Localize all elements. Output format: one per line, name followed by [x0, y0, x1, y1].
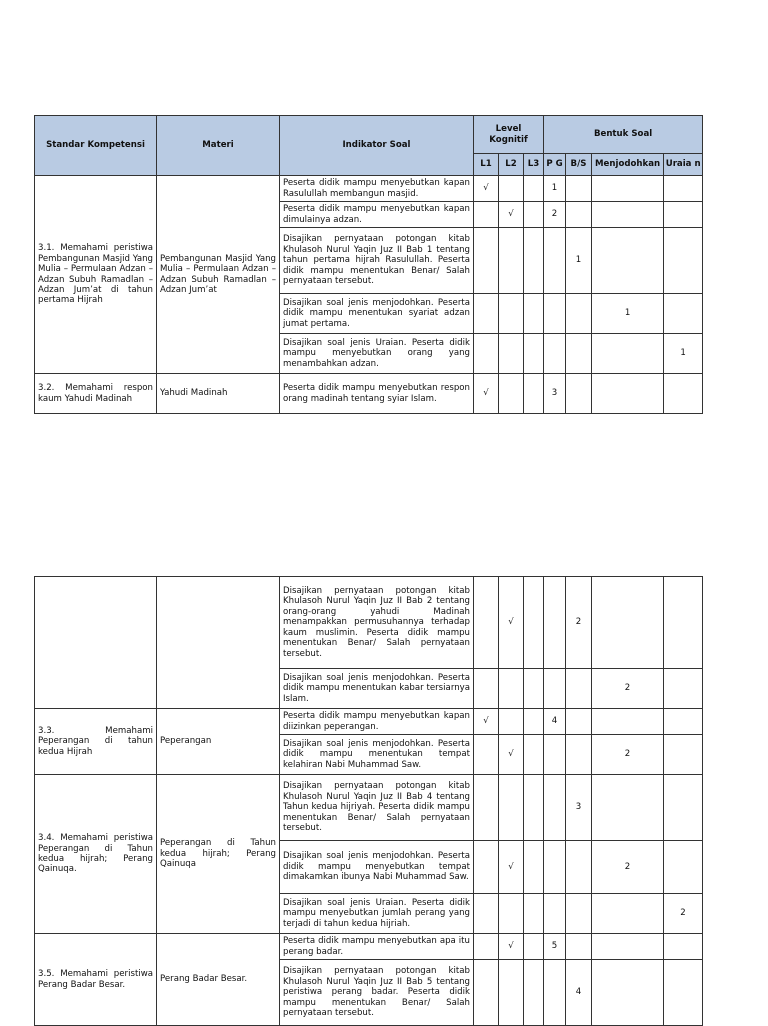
l2-cell: √: [499, 934, 524, 960]
header-bentuk-soal: Bentuk Soal: [544, 116, 703, 154]
header-l3: L3: [524, 154, 544, 176]
pg-cell: 1: [544, 176, 566, 202]
pg-cell: [544, 841, 566, 894]
pg-cell: [544, 294, 566, 334]
menjodohkan-cell: 2: [592, 735, 664, 775]
menjodohkan-cell: [592, 374, 664, 414]
menjodohkan-cell: [592, 775, 664, 841]
materi-cell: [157, 577, 280, 709]
table-row: [35, 577, 703, 669]
l1-cell: [474, 228, 499, 294]
bs-cell: 4: [566, 960, 592, 1026]
l2-cell: [499, 709, 524, 735]
menjodohkan-cell: 2: [592, 841, 664, 894]
uraian-cell: [664, 735, 703, 775]
materi-cell: Yahudi Madinah: [157, 374, 280, 414]
bs-cell: [566, 709, 592, 735]
l2-cell: [499, 334, 524, 374]
bs-cell: [566, 374, 592, 414]
standar-kompetensi-cell: 3.5. Memahami peristiwa Perang Badar Besar.: [35, 934, 157, 1026]
indikator-cell: Peserta didik mampu menyebutkan apa itu perang badar.: [280, 934, 474, 960]
indikator-cell: Peserta didik mampu menyebutkan kapan dimulainya adzan.: [280, 202, 474, 228]
table-row: [35, 775, 703, 841]
uraian-cell: [664, 775, 703, 841]
indikator-cell: Disajikan soal jenis menjodohkan. Peserta didik mampu menentukan kabar tersiarnya Islam.: [280, 669, 474, 709]
header-uraian: Uraia n: [664, 154, 703, 176]
l1-cell: √: [474, 374, 499, 414]
header-level-kognitif: Level Kognitif: [474, 116, 544, 154]
l1-cell: [474, 841, 499, 894]
uraian-cell: 2: [664, 894, 703, 934]
l2-cell: [499, 960, 524, 1026]
pg-cell: 3: [544, 374, 566, 414]
uraian-cell: [664, 202, 703, 228]
menjodohkan-cell: [592, 228, 664, 294]
header-pg: P G: [544, 154, 566, 176]
menjodohkan-cell: [592, 960, 664, 1026]
l3-cell: [524, 202, 544, 228]
l3-cell: [524, 960, 544, 1026]
indikator-cell: Peserta didik mampu menyebutkan kapan Rasulullah membangun masjid.: [280, 176, 474, 202]
indikator-cell: Disajikan soal jenis Uraian. Peserta didik mampu menyebutkan jumlah perang yang terjadi di tahun kedua hijriah.: [280, 894, 474, 934]
l3-cell: [524, 669, 544, 709]
l1-cell: [474, 894, 499, 934]
l1-cell: [474, 577, 499, 669]
bs-cell: [566, 669, 592, 709]
l1-cell: [474, 669, 499, 709]
l1-cell: √: [474, 709, 499, 735]
indikator-cell: Disajikan pernyataan potongan kitab Khulasoh Nurul Yaqin Juz II Bab 1 tentang tahun pertama hijrah Rasulullah. Peserta didik mampu menentukan Benar/ Salah pernyataan tersebut.: [280, 228, 474, 294]
header-menjodohkan: Menjodohkan: [592, 154, 664, 176]
l1-cell: [474, 960, 499, 1026]
header-bs: B/S: [566, 154, 592, 176]
bs-cell: [566, 934, 592, 960]
kisi-kisi-table-1: [34, 115, 703, 414]
l3-cell: [524, 709, 544, 735]
indikator-cell: Disajikan soal jenis menjodohkan. Peserta didik mampu menyebutkan tempat dimakamkan ibunya Nabi Muhammad Saw.: [280, 841, 474, 894]
materi-cell: Peperangan di Tahun kedua hijrah; Perang Qainuqa: [157, 775, 280, 934]
uraian-cell: [664, 960, 703, 1026]
pg-cell: 4: [544, 709, 566, 735]
l3-cell: [524, 577, 544, 669]
l3-cell: [524, 735, 544, 775]
l2-cell: [499, 374, 524, 414]
l2-cell: √: [499, 577, 524, 669]
bs-cell: 3: [566, 775, 592, 841]
l3-cell: [524, 374, 544, 414]
kisi-kisi-table-2: [34, 576, 703, 1026]
bs-cell: 2: [566, 577, 592, 669]
uraian-cell: [664, 841, 703, 894]
uraian-cell: [664, 709, 703, 735]
l3-cell: [524, 775, 544, 841]
pg-cell: 2: [544, 202, 566, 228]
uraian-cell: [664, 669, 703, 709]
uraian-cell: 1: [664, 334, 703, 374]
header-materi: Materi: [157, 116, 280, 176]
uraian-cell: [664, 228, 703, 294]
uraian-cell: [664, 374, 703, 414]
header-l2: L2: [499, 154, 524, 176]
l1-cell: [474, 202, 499, 228]
indikator-cell: Disajikan pernyataan potongan kitab Khulasoh Nurul Yaqin Juz II Bab 4 tentang Tahun kedua hijriyah. Peserta didik mampu menentukan Benar/ Salah pernyataan tersebut.: [280, 775, 474, 841]
l2-cell: √: [499, 735, 524, 775]
materi-cell: Pembangunan Masjid Yang Mulia – Permulaan Adzan – Adzan Subuh Ramadlan – Adzan Jum’at: [157, 176, 280, 374]
l3-cell: [524, 294, 544, 334]
indikator-cell: Peserta didik mampu menyebutkan kapan diizinkan peperangan.: [280, 709, 474, 735]
bs-cell: [566, 176, 592, 202]
indikator-cell: Disajikan pernyataan potongan kitab Khulasoh Nurul Yaqin Juz II Bab 5 tentang peristiwa perang badar. Peserta didik mampu menentukan Benar/ Salah pernyataan tersebut.: [280, 960, 474, 1026]
standar-kompetensi-cell: 3.3. Memahami Peperangan di tahun kedua Hijrah: [35, 709, 157, 775]
materi-cell: Peperangan: [157, 709, 280, 775]
bs-cell: [566, 735, 592, 775]
standar-kompetensi-cell: 3.4. Memahami peristiwa Peperangan di Tahun kedua hijrah; Perang Qainuqa.: [35, 775, 157, 934]
l3-cell: [524, 841, 544, 894]
l3-cell: [524, 934, 544, 960]
l2-cell: [499, 894, 524, 934]
bs-cell: [566, 202, 592, 228]
materi-cell: Perang Badar Besar.: [157, 934, 280, 1026]
l2-cell: [499, 176, 524, 202]
standar-kompetensi-cell: 3.2. Memahami respon kaum Yahudi Madinah: [35, 374, 157, 414]
table-row: [35, 176, 703, 202]
pg-cell: [544, 735, 566, 775]
menjodohkan-cell: [592, 176, 664, 202]
indikator-cell: Disajikan soal jenis Uraian. Peserta didik mampu menyebutkan orang yang menambahkan adzan.: [280, 334, 474, 374]
table-row: [35, 374, 703, 414]
table-row: [35, 709, 703, 735]
l3-cell: [524, 334, 544, 374]
standar-kompetensi-cell: [35, 577, 157, 709]
menjodohkan-cell: [592, 334, 664, 374]
bs-cell: [566, 841, 592, 894]
l1-cell: [474, 334, 499, 374]
l1-cell: √: [474, 176, 499, 202]
menjodohkan-cell: 2: [592, 669, 664, 709]
pg-cell: [544, 228, 566, 294]
menjodohkan-cell: [592, 202, 664, 228]
l2-cell: [499, 294, 524, 334]
header-indikator-soal: Indikator Soal: [280, 116, 474, 176]
table-row: [35, 934, 703, 960]
l1-cell: [474, 775, 499, 841]
uraian-cell: [664, 577, 703, 669]
l1-cell: [474, 735, 499, 775]
l1-cell: [474, 294, 499, 334]
menjodohkan-cell: [592, 894, 664, 934]
uraian-cell: [664, 934, 703, 960]
bs-cell: [566, 334, 592, 374]
indikator-cell: Disajikan soal jenis menjodohkan. Peserta didik mampu menentukan syariat adzan jumat pertama.: [280, 294, 474, 334]
l3-cell: [524, 228, 544, 294]
bs-cell: 1: [566, 228, 592, 294]
uraian-cell: [664, 176, 703, 202]
indikator-cell: Disajikan soal jenis menjodohkan. Peserta didik mampu menentukan tempat kelahiran Nabi Muhammad Saw.: [280, 735, 474, 775]
header-standar-kompetensi: Standar Kompetensi: [35, 116, 157, 176]
header-l1: L1: [474, 154, 499, 176]
pg-cell: [544, 960, 566, 1026]
l1-cell: [474, 934, 499, 960]
standar-kompetensi-cell: 3.1. Memahami peristiwa Pembangunan Masjid Yang Mulia – Permulaan Adzan – Adzan Subuh Ramadlan – Adzan Jum’at di tahun pertama Hijrah: [35, 176, 157, 374]
l2-cell: [499, 228, 524, 294]
l3-cell: [524, 894, 544, 934]
uraian-cell: [664, 294, 703, 334]
pg-cell: [544, 334, 566, 374]
indikator-cell: Peserta didik mampu menyebutkan respon orang madinah tentang syiar Islam.: [280, 374, 474, 414]
menjodohkan-cell: [592, 709, 664, 735]
l3-cell: [524, 176, 544, 202]
pg-cell: 5: [544, 934, 566, 960]
l2-cell: [499, 775, 524, 841]
l2-cell: [499, 669, 524, 709]
menjodohkan-cell: [592, 934, 664, 960]
l2-cell: √: [499, 841, 524, 894]
bs-cell: [566, 894, 592, 934]
indikator-cell: Disajikan pernyataan potongan kitab Khulasoh Nurul Yaqin Juz II Bab 2 tentang orang-orang yahudi Madinah menampakkan permusuhannya terhadap kaum muslimin. Peserta didik mampu menentukan Benar/ Salah pernyataan tersebut.: [280, 577, 474, 669]
menjodohkan-cell: 1: [592, 294, 664, 334]
bs-cell: [566, 294, 592, 334]
pg-cell: [544, 577, 566, 669]
pg-cell: [544, 669, 566, 709]
pg-cell: [544, 894, 566, 934]
pg-cell: [544, 775, 566, 841]
menjodohkan-cell: [592, 577, 664, 669]
l2-cell: √: [499, 202, 524, 228]
